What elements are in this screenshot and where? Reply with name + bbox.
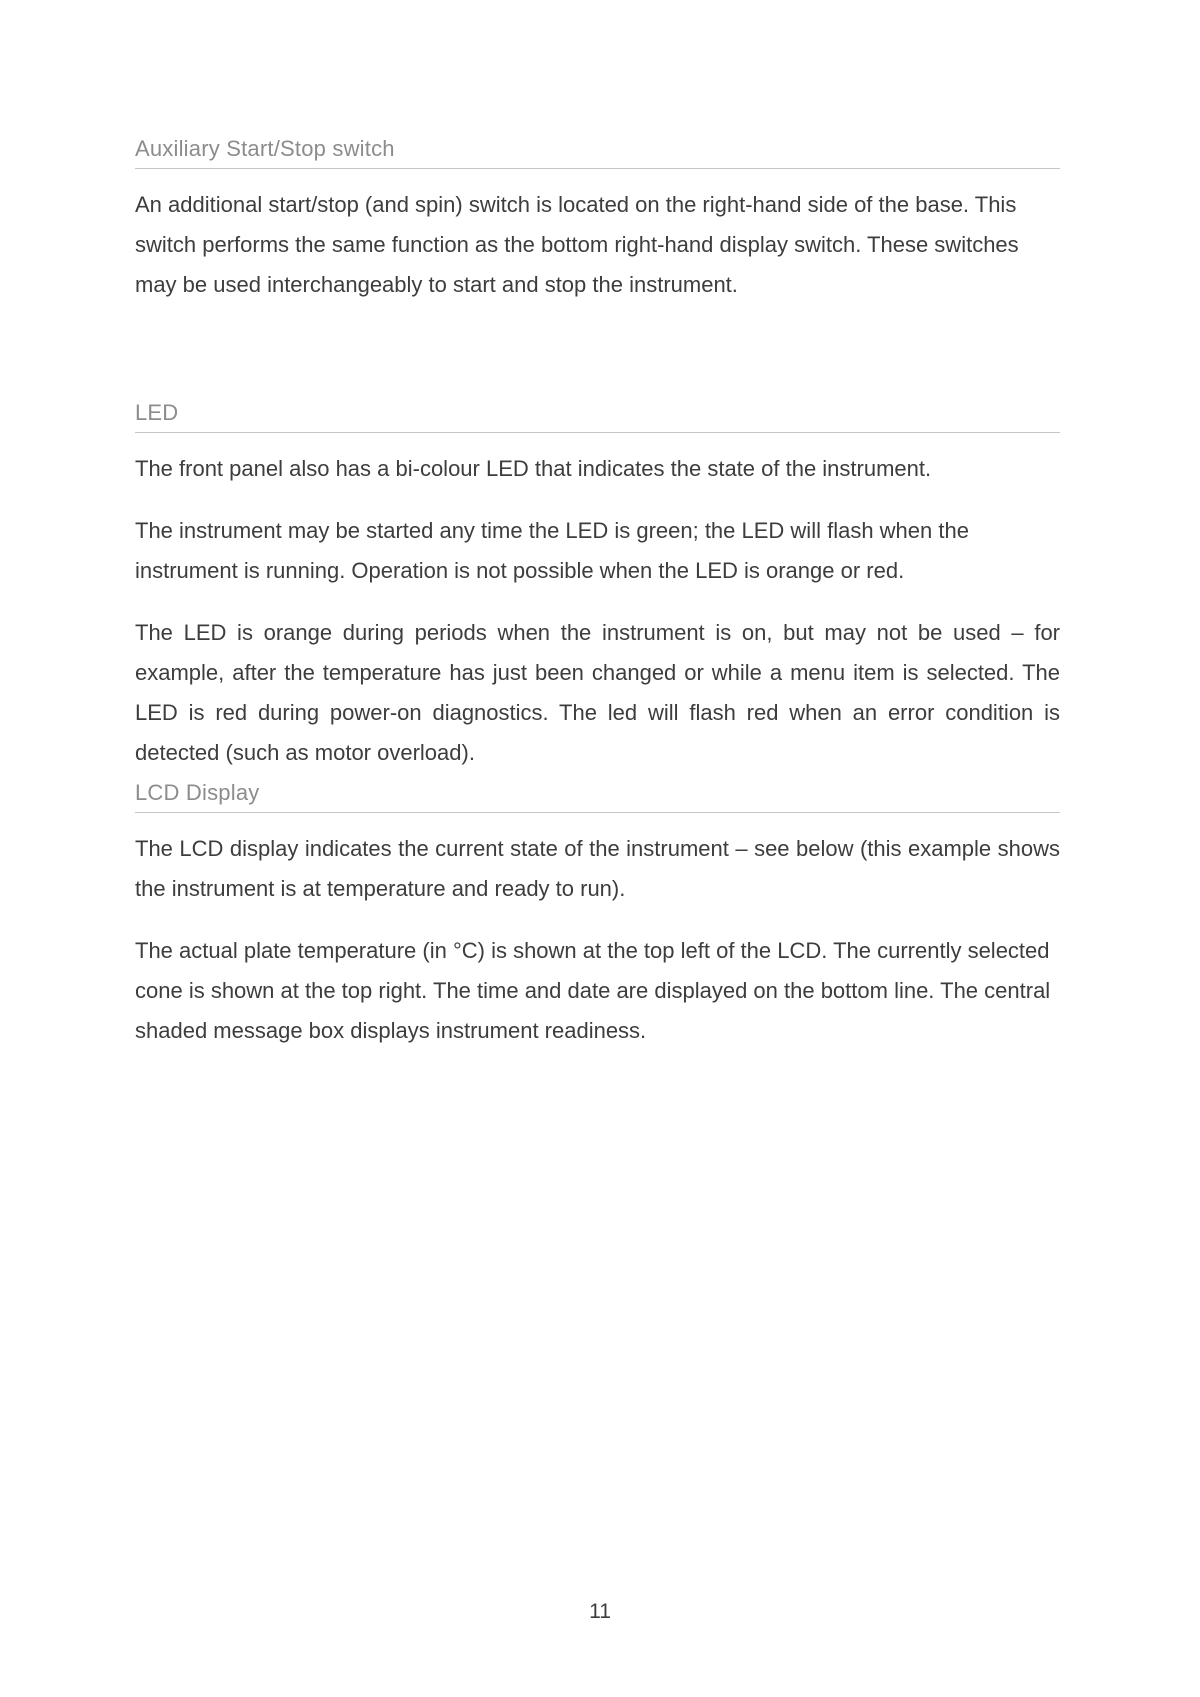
section-heading-auxiliary-start-stop-switch: Auxiliary Start/Stop switch xyxy=(135,136,1060,169)
page-number: 11 xyxy=(589,1600,611,1623)
section-heading-lcd-display: LCD Display xyxy=(135,780,1060,813)
paragraph-lcd-temperature-layout: The actual plate temperature (in °C) is shown at the top left of the LCD. The currently selected cone is shown at the top right. The time and date are displayed on the bottom line. The central shaded message box displays instrument readiness. xyxy=(135,938,1051,1043)
paragraph-lcd-state: The LCD display indicates the current state of the instrument – see below (this example shows the instrument is at temperature and ready to run). xyxy=(135,836,1060,901)
paragraph-auxiliary-switch: An additional start/stop (and spin) switch is located on the right-hand side of the base. This switch performs the same function as the bottom right-hand display switch. These switches may be used interchangeably to start and stop the instrument. xyxy=(135,192,1019,297)
paragraph-led-front-panel: The front panel also has a bi-colour LED that indicates the state of the instrument. xyxy=(135,456,932,481)
paragraph-led-green-flash: The instrument may be started any time the LED is green; the LED will flash when the instrument is running. Operation is not possible when the LED is orange or red. xyxy=(135,518,969,583)
page-content xyxy=(135,0,1060,1051)
section-heading-led: LED xyxy=(135,400,1060,433)
paragraph-led-orange-red: The LED is orange during periods when the instrument is on, but may not be used – for example, after the temperature has just been changed or while a menu item is selected. The LED is red during power-on diagnostics. The led will flash red when an error condition is detected (such as motor overload). xyxy=(135,620,1060,765)
